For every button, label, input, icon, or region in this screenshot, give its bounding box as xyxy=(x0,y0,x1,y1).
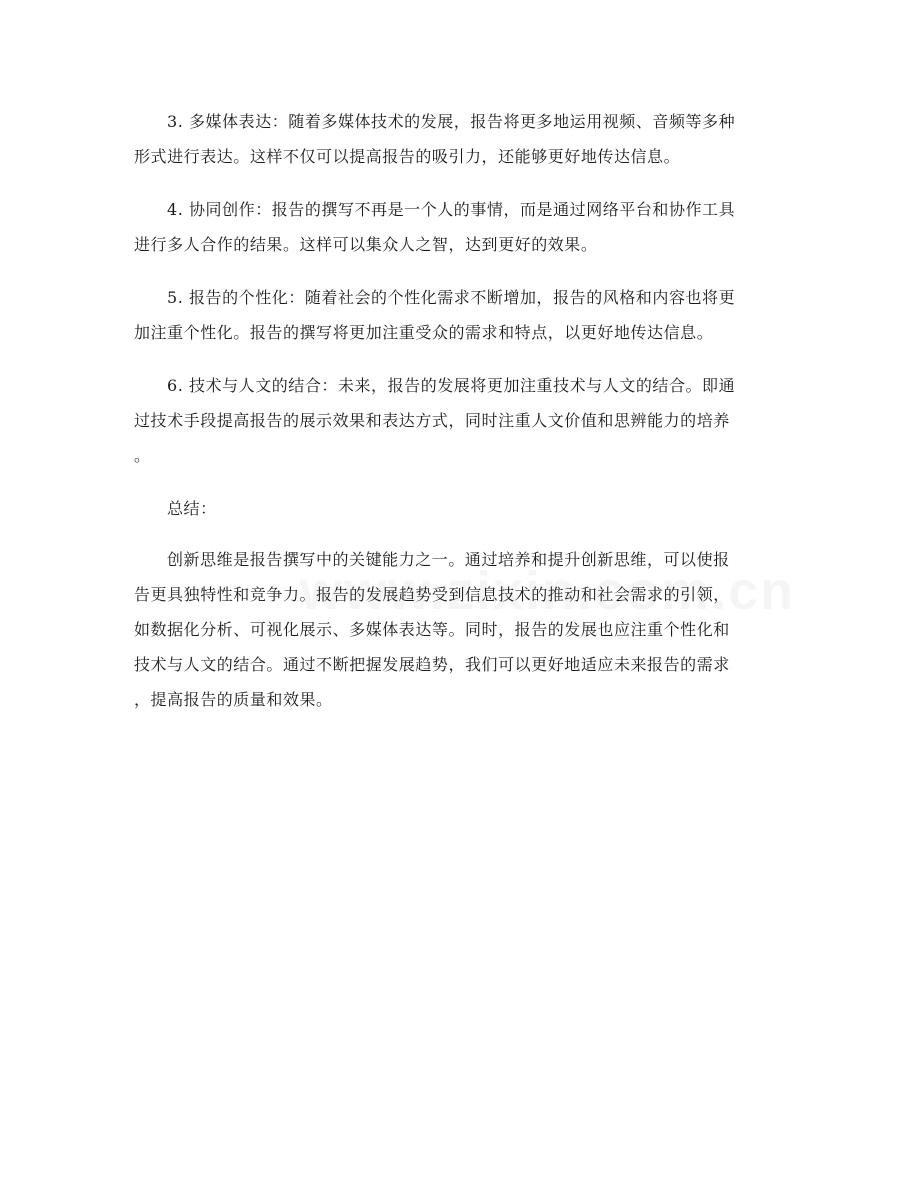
paragraph-line: 技术与人文的结合。通过不断把握发展趋势，我们可以更好地适应未来报告的需求 xyxy=(134,655,730,674)
paragraph-line: 进行多人合作的结果。这样可以集众人之智，达到更好的效果。 xyxy=(134,235,598,254)
paragraph-multimedia-expression xyxy=(134,104,790,174)
paragraph-line: 加注重个性化。报告的撰写将更加注重受众的需求和特点，以更好地传达信息。 xyxy=(134,323,714,342)
document-body xyxy=(134,104,790,735)
summary-paragraph xyxy=(134,542,790,717)
paragraph-technology-humanities xyxy=(134,368,790,473)
summary-heading-text: 总结： xyxy=(167,499,217,518)
paragraph-line: 3. 多媒体表达：随着多媒体技术的发展，报告将更多地运用视频、音频等多种 xyxy=(167,112,736,131)
summary-heading xyxy=(134,491,790,526)
paragraph-line: 创新思维是报告撰写中的关键能力之一。通过培养和提升创新思维，可以使报 xyxy=(167,550,730,569)
paragraph-line: 。 xyxy=(134,446,151,465)
paragraph-line: 4. 协同创作：报告的撰写不再是一个人的事情，而是通过网络平台和协作工具 xyxy=(167,200,736,219)
paragraph-line: ，提高报告的质量和效果。 xyxy=(134,690,333,709)
paragraph-line: 告更具独特性和竞争力。报告的发展趋势受到信息技术的推动和社会需求的引领， xyxy=(134,585,730,604)
paragraph-line: 5. 报告的个性化：随着社会的个性化需求不断增加，报告的风格和内容也将更 xyxy=(167,288,736,307)
paragraph-line: 过技术手段提高报告的展示效果和表达方式，同时注重人文价值和思辨能力的培养 xyxy=(134,411,730,430)
paragraph-personalization xyxy=(134,280,790,350)
paragraph-collaborative-creation xyxy=(134,192,790,262)
paragraph-line: 如数据化分析、可视化展示、多媒体表达等。同时，报告的发展也应注重个性化和 xyxy=(134,620,730,639)
paragraph-line: 形式进行表达。这样不仅可以提高报告的吸引力，还能够更好地传达信息。 xyxy=(134,147,681,166)
paragraph-line: 6. 技术与人文的结合：未来，报告的发展将更加注重技术与人文的结合。即通 xyxy=(167,376,736,395)
